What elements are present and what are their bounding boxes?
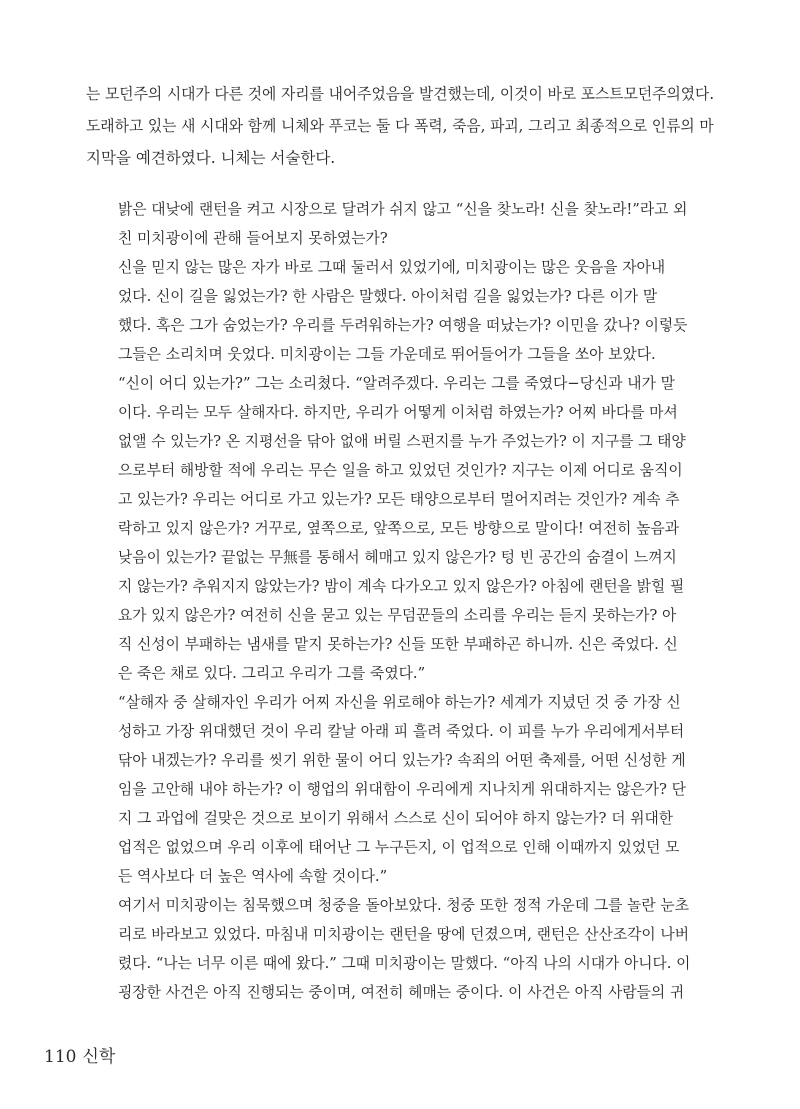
quote-line: 친 미치광이에 관해 들어보지 못하였는가? — [118, 230, 388, 247]
quote-line: 렸다. “나는 너무 이른 때에 왔다.” 그때 미치광이는 말했다. “아직 나의 시대가 아니다. 이 — [118, 955, 691, 972]
quote-line: 으로부터 해방할 적에 우리는 무슨 일을 하고 있었던 것인가? 지구는 이제 어디로 움직이 — [118, 462, 683, 479]
intro-line: 는 모던주의 시대가 다른 것에 자리를 내어주었음을 발견했는데, 이것이 바로 포스트모던주의였다. — [86, 85, 715, 103]
quote-line: 요가 있지 않은가? 여전히 신을 묻고 있는 무덤꾼들의 소리를 우리는 듣지 못하는가? 아 — [118, 607, 677, 624]
quote-line: 지 그 과업에 걸맞은 것으로 보이기 위해서 스스로 신이 되어야 하지 않는가? 더 위대한 — [118, 810, 674, 827]
quote-line: 락하고 있지 않은가? 거꾸로, 옆쪽으로, 앞쪽으로, 모든 방향으로 말이다! 여전히 높음과 — [118, 520, 680, 537]
intro-line: 지막을 예견하였다. 니체는 서술한다. — [86, 149, 336, 167]
page-number: 110 — [44, 1047, 77, 1067]
quote-line: 은 죽은 채로 있다. 그리고 우리가 그를 죽였다.” — [118, 665, 426, 682]
journal-name: 신학 — [82, 1047, 116, 1067]
quote-line: 었다. 신이 길을 잃었는가? 한 사람은 말했다. 아이처럼 길을 잃었는가? 다른 이가 말 — [118, 288, 658, 305]
quote-line: 고 있는가? 우리는 어디로 가고 있는가? 모든 태양으로부터 멀어지려는 것인가? 계속 추 — [118, 491, 680, 508]
intro-line: 도래하고 있는 새 시대와 함께 니체와 푸코는 둘 다 폭력, 죽음, 파괴, 그리고 최종적으로 인류의 마 — [86, 117, 714, 135]
quote-line: 밝은 대낮에 랜턴을 켜고 시장으로 달려가 쉬지 않고 “신을 찾노라! 신을 찾노라!”라고 외 — [118, 201, 688, 218]
quote-line: 성하고 가장 위대했던 것이 우리 칼날 아래 피 흘려 죽었다. 이 피를 누가 우리에게서부터 — [118, 723, 685, 740]
quote-line: 신을 믿지 않는 많은 자가 바로 그때 둘러서 있었기에, 미치광이는 많은 웃음을 자아내 — [118, 259, 666, 276]
quote-line: 리로 바라보고 있었다. 마침내 미치광이는 랜턴을 땅에 던졌으며, 랜턴은 산산조각이 나버 — [118, 926, 690, 943]
quote-line: “살해자 중 살해자인 우리가 어찌 자신을 위로해야 하는가? 세계가 지녔던 것 중 가장 신 — [118, 694, 681, 711]
quote-line: 닦아 내겠는가? 우리를 씻기 위한 물이 어디 있는가? 속죄의 어떤 축제를, 어떤 신성한 게 — [118, 752, 686, 769]
quote-line: 이다. 우리는 모두 살해자다. 하지만, 우리가 어떻게 이처럼 하였는가? 어찌 바다를 마셔 — [118, 404, 678, 421]
page-footer — [44, 1046, 115, 1068]
quote-line: 직 신성이 부패하는 냄새를 맡지 못하는가? 신들 또한 부패하곤 하니까. 신은 죽었다. 신 — [118, 636, 678, 653]
quote-line: 지 않는가? 추워지지 않았는가? 밤이 계속 다가오고 있지 않은가? 아침에 랜턴을 밝힐 필 — [118, 578, 685, 595]
quote-line: 업적은 없었으며 우리 이후에 태어난 그 누구든지, 이 업적으로 인해 이때까지 있었던 모 — [118, 839, 680, 856]
quote-line: 없앨 수 있는가? 온 지평선을 닦아 없애 버릴 스펀지를 누가 주었는가? 이 지구를 그 태양 — [118, 433, 686, 450]
quote-line: “신이 어디 있는가?” 그는 소리쳤다. “알려주겠다. 우리는 그를 죽였다−당신과 내가 말 — [118, 375, 675, 392]
quote-line: 든 역사보다 더 높은 역사에 속할 것이다.” — [118, 868, 388, 885]
quote-line: 굉장한 사건은 아직 진행되는 중이며, 여전히 헤매는 중이다. 이 사건은 아직 사람들의 귀 — [118, 984, 685, 1001]
quote-line: 그들은 소리치며 웃었다. 미치광이는 그들 가운데로 뛰어들어가 그들을 쏘아 보았다. — [118, 346, 656, 363]
quote-line: 임을 고안해 내야 하는가? 이 행업의 위대함이 우리에게 지나치게 위대하지는 않은가? 단 — [118, 781, 686, 798]
quote-line: 낮음이 있는가? 끝없는 무無를 통해서 헤매고 있지 않은가? 텅 빈 공간의 숨결이 느껴지 — [118, 549, 677, 566]
quote-line: 했다. 혹은 그가 숨었는가? 우리를 두려워하는가? 여행을 떠났는가? 이민을 갔나? 이렇듯 — [118, 317, 688, 334]
quote-line: 여기서 미치광이는 침묵했으며 청중을 돌아보았다. 청중 또한 정적 가운데 그를 놀란 눈초 — [118, 897, 690, 914]
